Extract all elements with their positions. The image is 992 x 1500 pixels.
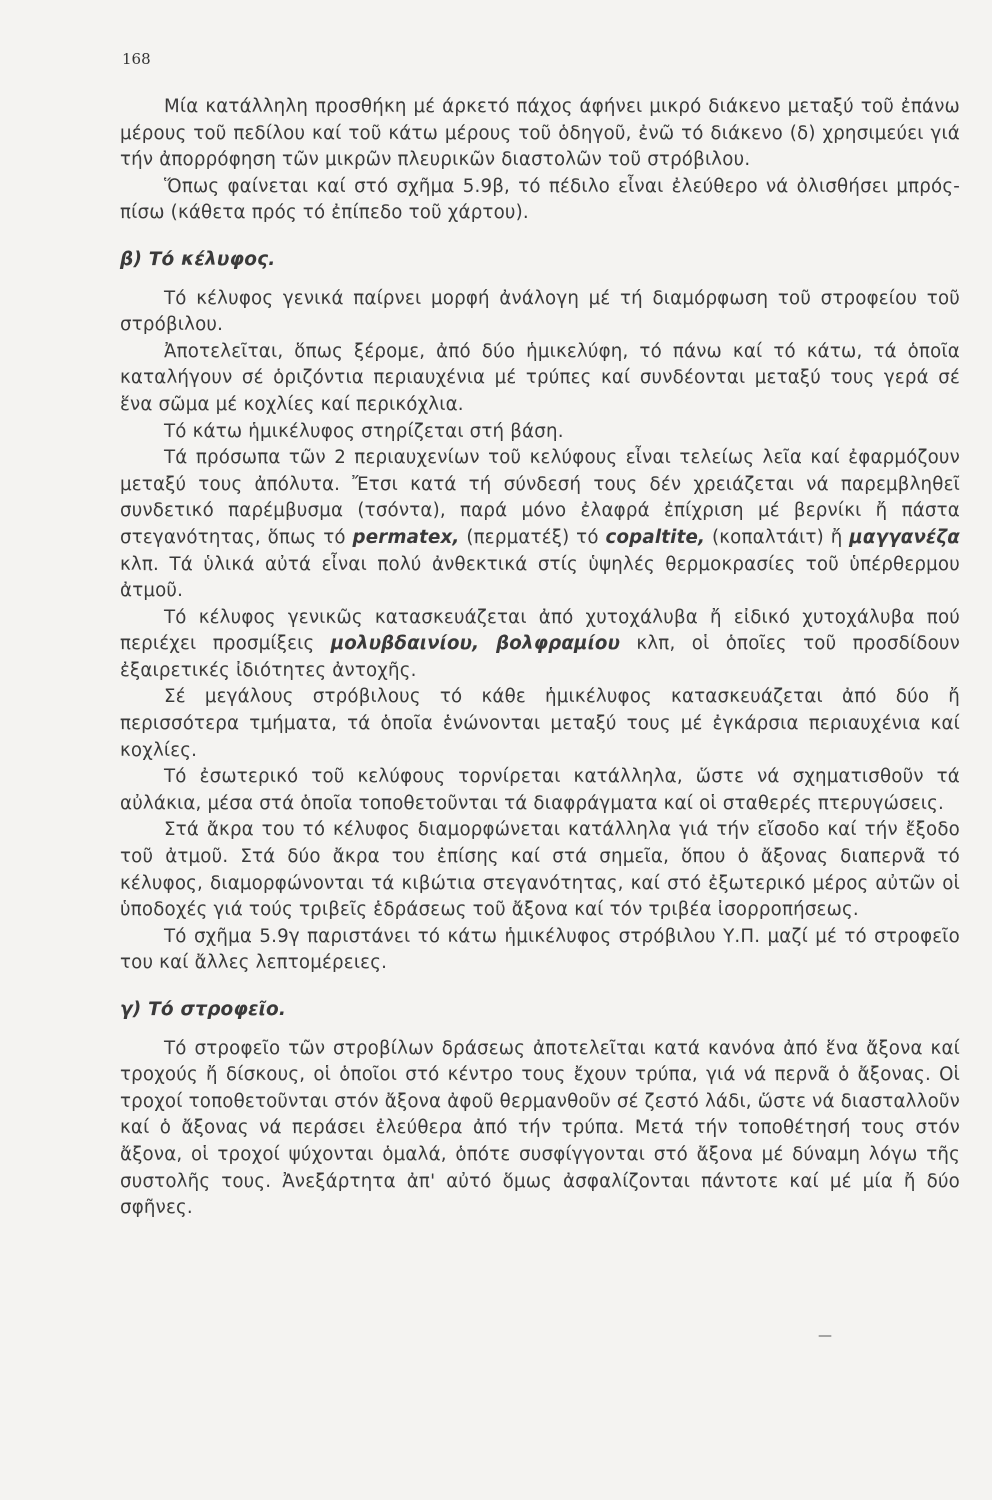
text-run: Τό κέλυφος γενικῶς κατασκευάζεται ἀπό χυτοχάλυβα ἤ εἰδικό χυτοχάλυβα πού περιέχει προσμίξεις — [120, 606, 960, 655]
text-run: Τά πρόσωπα τῶν 2 περιαυχενίων τοῦ κελύφους εἶναι τελείως λεῖα καί ἐφαρμόζουν μεταξύ τους ἀπόλυτα. Ἔτσι κατά τή σύνδεσή τους δέν χρειάζεται νά παρεμβληθεῖ συνδετικό παρέμβυσμα (τσόντα), παρά μόνο ἐλαφρά ἐπίχριση μέ βερνίκι ἤ πάστα στεγανότητας, ὅπως τό — [120, 447, 960, 548]
page-number: 168 — [122, 50, 151, 68]
paragraph: Ἀποτελεῖται, ὅπως ξέρομε, ἀπό δύο ἡμικελύφη, τό πάνω καί τό κάτω, τά ὁποῖα καταλήγουν σέ ὁριζόντια περιαυχένια μέ τρύπες καί συνδέονται μεταξύ τους γερά σέ ἕνα σῶμα μέ κοχλίες καί περικόχλια. — [120, 340, 960, 415]
body-text — [120, 94, 960, 1222]
paragraph: Τό στροφεῖο τῶν στροβίλων δράσεως ἀποτελεῖται κατά κανόνα ἀπό ἕνα ἄξονα καί τροχούς ἤ δίσκους, οἱ ὁποῖοι στό κέντρο τους ἔχουν τρύπα, γιά νά περνᾶ ὁ ἄξονας. Οἱ τροχοί τοποθετοῦνται στόν ἄξονα ἀφοῦ θερμανθοῦν σέ ζεστό λάδι, ὥστε νά διασταλλοῦν καί ὁ ἄξονας νά περάσει ἐλεύθερα ἀπό τήν τρύπα. Μετά τήν τοποθέτησή τους στόν ἄξονα, οἱ τροχοί ψύχονται ὁμαλά, ὁπότε συσφίγγονται στό ἄξονα μέ δύναμη λόγω τῆς συστολῆς τους. Ἀνεξάρτητα ἀπ' αὐτό ὅμως ἀσφαλίζονται πάντοτε καί μέ μία ἤ δύο σφῆνες. — [120, 1037, 960, 1219]
paragraph: Μία κατάλληλη προσθήκη μέ άρκετό πάχος άφήνει μικρό διάκενο μεταξύ τοῦ ἐπάνω μέρους τοῦ πεδίλου καί τοῦ κάτω μέρους τοῦ ὁδηγοῦ, ἐνῶ τό διάκενο (δ) χρησιμεύει γιά τήν ἀπορρόφηση τῶν μικρῶν πλευρικῶν διαστολῶν τοῦ στρόβιλου. — [120, 96, 960, 171]
emphasis-term: copaltite, — [605, 526, 706, 548]
text-run: (περματέξ) τό — [459, 526, 606, 548]
paragraph: Τό σχῆμα 5.9γ παριστάνει τό κάτω ἡμικέλυφος στρόβιλου Υ.Π. μαζί μέ τό στροφεῖο του καί ἄλλες λεπτομέρειες. — [120, 925, 960, 974]
paragraph — [120, 605, 960, 685]
paragraph: Τό ἐσωτερικό τοῦ κελύφους τορνίρεται κατάλληλα, ὥστε νά σχηματισθοῦν τά αὐλάκια, μέσα στά ὁποῖα τοποθετοῦνται τά διαφράγματα καί οἱ σταθερές πτερυγώσεις. — [120, 766, 960, 814]
section-heading: β) Τό κέλυφος. — [120, 248, 276, 270]
paragraph: Ὅπως φαίνεται καί στό σχῆμα 5.9β, τό πέδιλο εἶναι ἐλεύθερο νά ὀλισθήσει μπρός-πίσω (κάθετα πρός τό ἐπίπεδο τοῦ χάρτου). — [120, 175, 960, 224]
paragraph: Σέ μεγάλους στρόβιλους τό κάθε ἡμικέλυφος κατασκευάζεται ἀπό δύο ἤ περισσότερα τμήματα, τά ὁποῖα ἑνώνονται μεταξύ τους μέ ἐγκάρσια περιαυχένια καί κοχλίες. — [120, 686, 960, 761]
emphasis-term: μαγγανέζα — [849, 526, 960, 548]
text-run: κλπ, οἱ ὁποῖες τοῦ προσδίδουν ἐξαιρετικές ἰδιότητες ἀντοχῆς. — [120, 633, 960, 681]
text-run: (κοπαλτάιτ) ἤ — [705, 526, 850, 548]
paragraph: Τό κέλυφος γενικά παίρνει μορφή ἀνάλογη μέ τή διαμόρφωση τοῦ στροφείου τοῦ στρόβιλου. — [120, 287, 960, 336]
paragraph: Στά ἄκρα του τό κέλυφος διαμορφώνεται κατάλληλα γιά τήν εἴσοδο καί τήν ἔξοδο τοῦ ἀτμοῦ. Στά δύο ἄκρα του ἐπίσης καί στά σημεῖα, ὅπου ὁ ἄξονας διαπερνᾶ τό κέλυφος, διαμορφώνονται τά κιβώτια στεγανότητας, καί στό ἐξωτερικό μέρος αὐτῶν οἱ ὑποδοχές γιά τούς τριβεῖς ἑδράσεως τοῦ ἄξονα καί τόν τριβέα ἰσορροπήσεως. — [120, 819, 960, 921]
emphasis-term: permatex, — [352, 526, 460, 548]
section-heading: γ) Τό στροφεῖο. — [120, 999, 287, 1020]
paragraph: Τό κάτω ἡμικέλυφος στηρίζεται στή βάση. — [164, 420, 564, 442]
paragraph — [120, 445, 960, 605]
margin-mark-icon: — — [818, 1328, 832, 1344]
emphasis-term: μολυβδαινίου, βολφραμίου — [330, 633, 621, 655]
text-run: κλπ. Τά ὑλικά αὐτά εἶναι πολύ ἀνθεκτικά στίς ὑψηλές θερμοκρασίες τοῦ ὑπέρθερμου ἀτμοῦ. — [120, 553, 960, 602]
